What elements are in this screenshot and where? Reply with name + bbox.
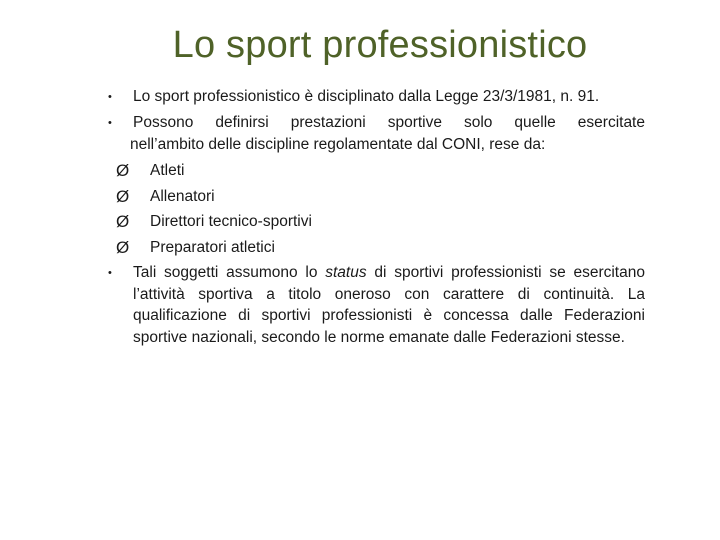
bullet-text-before: Tali soggetti assumono lo: [133, 264, 326, 281]
sub-item-label: Atleti: [150, 162, 185, 179]
bullet-text-emphasis: status: [325, 264, 367, 281]
bullet-item-2: [0, 112, 645, 156]
sub-item-label: Direttori tecnico-sportivi: [150, 213, 312, 230]
sub-list: [0, 158, 720, 260]
bullet-marker: •: [108, 267, 112, 279]
arrow-bullet-icon: Ø: [116, 161, 130, 180]
bullet-text-line-1: Possono definirsi prestazioni sportive solo quelle esercitate: [133, 114, 645, 131]
bullet-marker: •: [108, 91, 112, 103]
slide-title: Lo sport professionistico: [172, 24, 588, 66]
sub-item-allenatori: [0, 184, 720, 210]
bullet-text-line-2: nell’ambito delle discipline regolamentate dal CONI, rese da:: [130, 136, 546, 153]
bullet-item-1: [0, 86, 645, 108]
bullet-text: Lo sport professionistico è disciplinato dalla Legge 23/3/1981, n. 91.: [133, 88, 600, 105]
arrow-bullet-icon: Ø: [116, 237, 130, 257]
sub-item-label: Preparatori atletici: [150, 238, 275, 256]
arrow-bullet-icon: Ø: [116, 212, 130, 231]
bullet-marker: •: [108, 117, 112, 129]
slide-content: [0, 86, 720, 348]
sub-item-preparatori: [0, 235, 720, 261]
sub-item-direttori: [0, 209, 720, 235]
sub-item-label: Allenatori: [150, 187, 215, 205]
sub-item-atleti: [0, 158, 720, 184]
bullet-item-3: [0, 262, 645, 348]
arrow-bullet-icon: Ø: [116, 186, 130, 206]
bullet-text-after: di sportivi professionisti se esercitano l’attività sportiva a titolo oneroso con carattere di continuità. La qualificazione di sportivi professionisti è concessa dalle Federazioni sportive nazionali, secondo le norme emanate dalle Federazioni stesse.: [133, 264, 645, 346]
